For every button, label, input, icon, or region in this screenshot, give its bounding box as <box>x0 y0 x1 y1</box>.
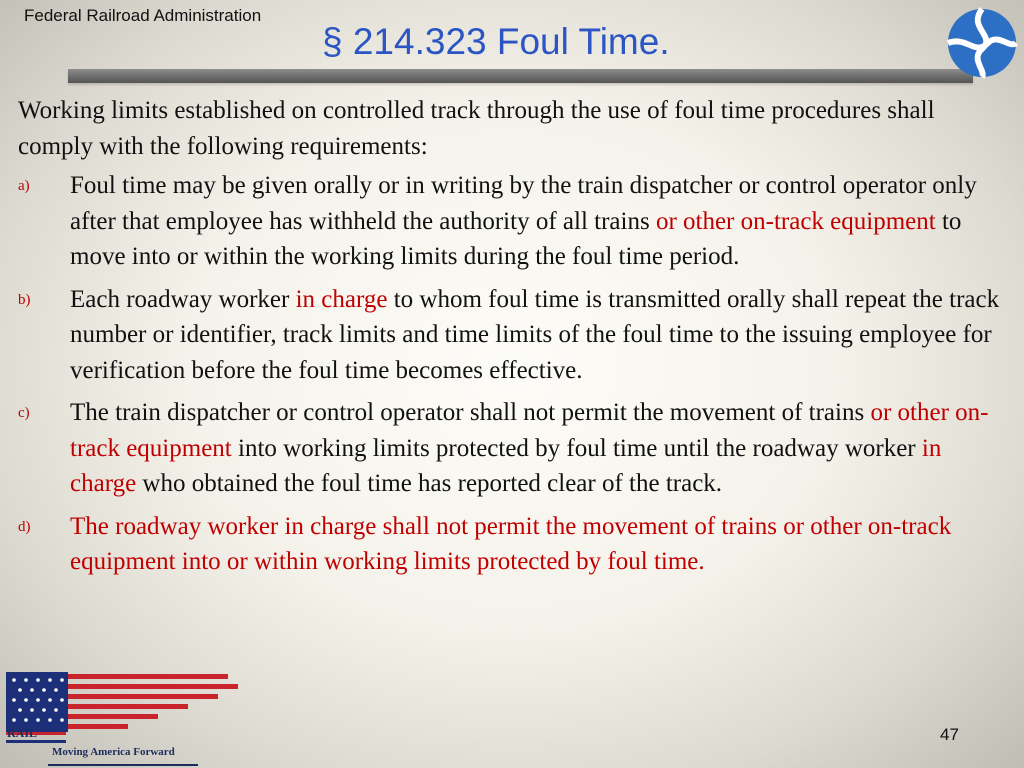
item-marker: b) <box>18 291 31 308</box>
item-text: into working limits protected by foul time until the roadway worker <box>231 434 922 462</box>
emphasis-text: or other on-track equipment <box>655 207 936 235</box>
item-text: who obtained the foul time has reported clear of the track. <box>136 470 723 497</box>
slide-body <box>18 93 1008 587</box>
emphasis-text: in charge <box>295 285 388 313</box>
item-marker: a) <box>18 178 30 194</box>
intro-paragraph: Working limits established on controlled track through the use of foul time procedures shall comply with the following requirements: <box>18 97 935 160</box>
footer-tagline: Moving America Forward <box>52 746 175 758</box>
slide-title: § 214.323 Foul Time. <box>322 21 670 62</box>
emphasis-text: The roadway worker in charge shall not permit the movement of trains or other on-track equipment into or within working limits protected by foul time. <box>70 512 952 575</box>
item-text: Each roadway worker <box>70 285 296 313</box>
item-marker: d) <box>18 518 31 535</box>
emphasis-text: or other on-track equipment <box>70 399 989 462</box>
item-text: The train dispatcher or control operator shall not permit the movement of trains <box>70 399 871 426</box>
item-text: Foul time may be given orally or in writing by the train dispatcher or control operator only after that employee has withheld the authority of all trains <box>70 172 977 235</box>
page-number: 47 <box>940 725 959 744</box>
agency-name: Federal Railroad Administration <box>24 6 262 25</box>
requirement-item-a <box>18 168 1008 275</box>
title-divider-bar <box>68 69 973 83</box>
emphasis-text: in charge <box>70 434 942 497</box>
requirement-item-d <box>18 509 1008 580</box>
rail-label: RAIL <box>7 726 38 740</box>
item-text: to whom foul time is transmitted orally shall repeat the track number or identifier, track limits and time limits of the foul time to the issuing employee for verification before the foul time becomes effective. <box>70 285 1000 384</box>
dot-logo-icon <box>945 6 1019 80</box>
item-marker: c) <box>18 405 30 421</box>
requirement-item-c <box>18 395 1008 502</box>
item-text: to move into or within the working limits during the foul time period. <box>70 207 962 270</box>
requirement-item-b <box>18 282 1008 389</box>
